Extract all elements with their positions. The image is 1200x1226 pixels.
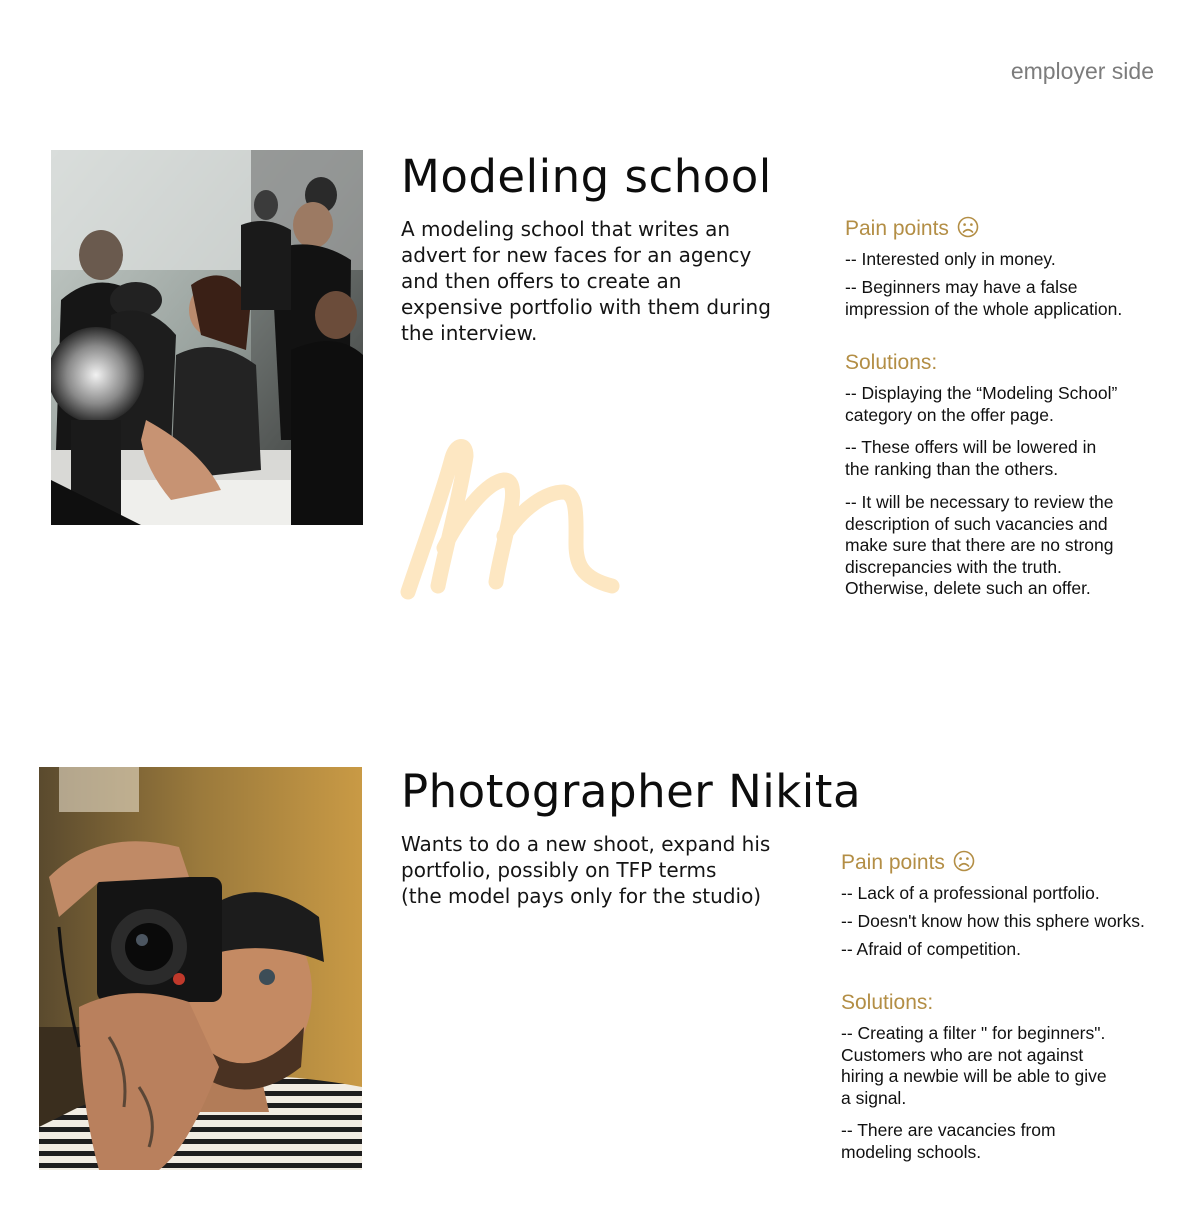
pain-point-item: -- Interested only in money. [845,249,1056,269]
description-line: expensive portfolio with them during [401,295,771,319]
description-line: advert for new faces for an agency [401,243,752,267]
solution-item: -- There are vacancies from modeling schools. [841,1120,1056,1162]
pain-point-item: -- Afraid of competition. [841,939,1021,959]
sad-face-icon [953,850,975,878]
description-line: A modeling school that writes an [401,217,731,241]
solution-item: -- Creating a filter " for beginners". Customers who are not against hiring a newbie will be able to give a signal. [841,1023,1107,1108]
pain-point-item: -- Lack of a professional portfolio. [841,883,1100,903]
solution-item: -- These offers will be lowered in the ranking than the others. [845,437,1097,479]
modeling-school-photo [51,150,363,525]
description-line: (the model pays only for the studio) [401,884,762,908]
pain-points-heading: Pain points [845,216,979,244]
section-title: Modeling school [401,150,772,203]
pain-point-item: -- Beginners may have a false impression of the whole application. [845,277,1123,319]
description-line: the interview. [401,321,538,345]
description-line: portfolio, possibly on TFP terms [401,858,717,882]
solutions-heading: Solutions: [845,351,938,374]
sad-face-icon [957,216,979,244]
script-m-decoration [400,436,620,601]
description-line: Wants to do a new shoot, expand his [401,832,771,856]
photographer-photo [39,767,362,1170]
page-label: employer side [1010,58,1154,84]
solution-item: -- Displaying the “Modeling School” category on the offer page. [845,383,1118,425]
description-line: and then offers to create an [401,269,682,293]
pain-points-heading: Pain points [841,850,975,878]
section-description [401,216,791,346]
section-description [401,831,801,909]
section-title: Photographer Nikita [401,765,862,818]
pain-point-item: -- Doesn't know how this sphere works. [841,911,1145,931]
solutions-heading: Solutions: [841,991,934,1014]
solution-item: -- It will be necessary to review the description of such vacancies and make sure that there are no strong discrepancies with the truth. Otherwise, delete such an offer. [845,492,1114,598]
